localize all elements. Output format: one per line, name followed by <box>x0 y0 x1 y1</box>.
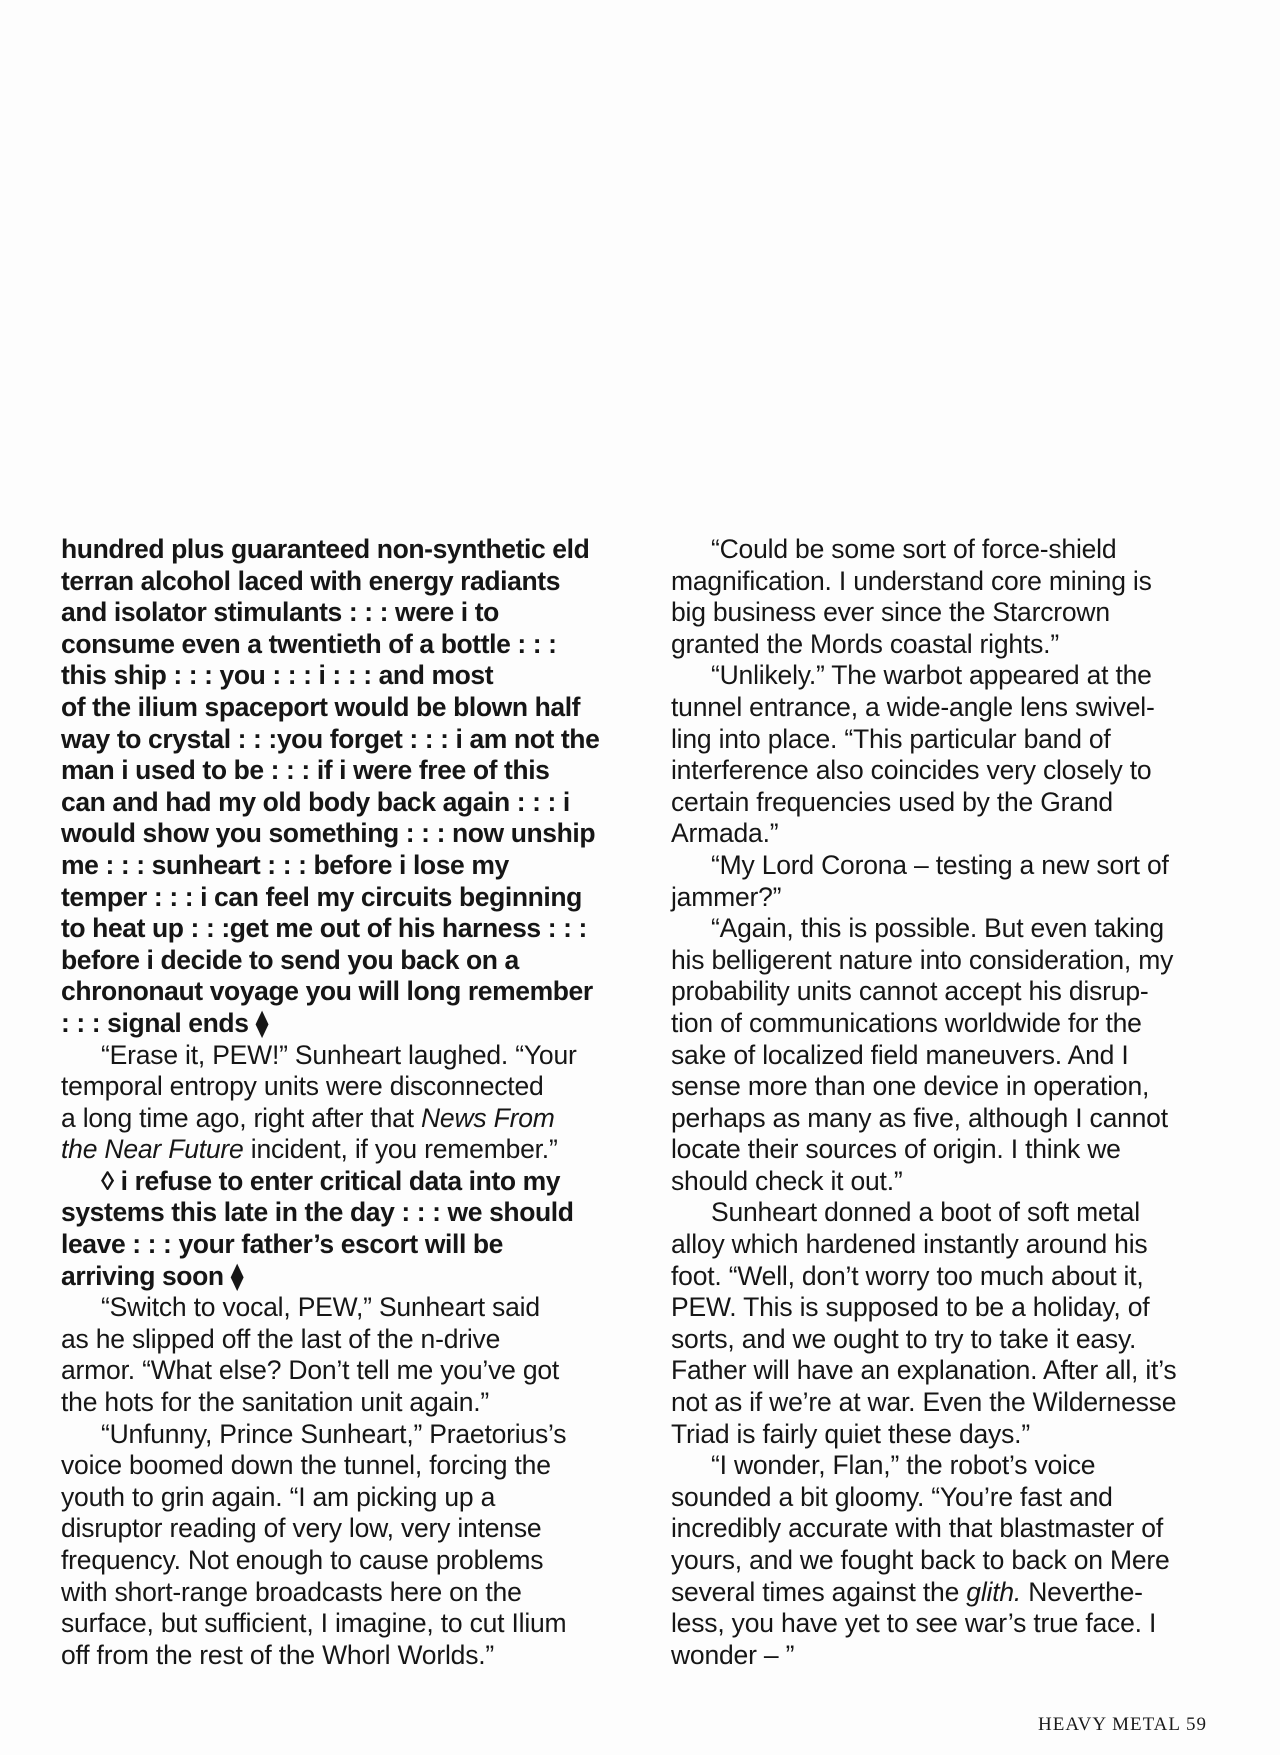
right-text-column <box>671 534 1231 1671</box>
line-text: off from the rest of the Whorl Worlds.” <box>61 1639 495 1670</box>
line-text: “Unlikely.” The warbot appeared at the <box>711 660 1152 691</box>
text-line <box>671 660 1231 692</box>
text-line <box>671 1071 1231 1103</box>
text-line <box>671 850 1231 882</box>
line-text: sorts, and we ought to try to take it easy. <box>671 1323 1137 1354</box>
text-line <box>671 1545 1231 1577</box>
line-text: less, you have yet to see war’s true face. I <box>671 1608 1157 1639</box>
text-line <box>671 976 1231 1008</box>
text-line <box>671 1103 1231 1135</box>
text-line <box>61 1545 661 1577</box>
text-line <box>61 882 661 914</box>
line-text: jammer?” <box>671 881 782 912</box>
line-text: disruptor reading of very low, very intense <box>61 1513 542 1544</box>
line-text: Sunheart donned a boot of soft metal <box>711 1197 1140 1228</box>
line-text: sake of localized field maneuvers. And I <box>671 1039 1129 1070</box>
line-text: not as if we’re at war. Even the Wildernesse <box>671 1387 1177 1418</box>
line-text: PEW. This is supposed to be a holiday, of <box>671 1292 1150 1323</box>
text-line <box>671 1419 1231 1451</box>
text-line <box>671 1640 1231 1672</box>
text-line <box>61 755 661 787</box>
text-line <box>671 913 1231 945</box>
line-text: foot. “Well, don’t worry too much about it, <box>671 1260 1144 1291</box>
line-text: interference also coincides very closely to <box>671 755 1152 786</box>
line-text: arriving soon ⧫ <box>61 1260 244 1291</box>
line-text: surface, but sufficient, I imagine, to cut Ilium <box>61 1608 567 1639</box>
text-line <box>61 1513 661 1545</box>
text-line <box>61 1292 661 1324</box>
text-line <box>671 1577 1231 1609</box>
line-text: “Erase it, PEW!” Sunheart laughed. “Your <box>101 1039 577 1070</box>
line-text: a long time ago, right after that <box>61 1102 421 1133</box>
line-text: with short-range broadcasts here on the <box>61 1576 522 1607</box>
line-text: temporal entropy units were disconnected <box>61 1071 544 1102</box>
line-text: youth to grin again. “I am picking up a <box>61 1481 496 1512</box>
text-line <box>671 818 1231 850</box>
line-text: tion of communications worldwide for the <box>671 1007 1142 1038</box>
line-text: terran alcohol laced with energy radiants <box>61 565 561 596</box>
line-text: hundred plus guaranteed non-synthetic eld <box>61 534 590 564</box>
text-line <box>61 1450 661 1482</box>
line-text: alloy which hardened instantly around his <box>671 1229 1148 1260</box>
text-line <box>671 1608 1231 1640</box>
text-line <box>61 1640 661 1672</box>
text-line <box>61 724 661 756</box>
text-line <box>671 1450 1231 1482</box>
text-line <box>61 629 661 661</box>
italic-text: glith. <box>966 1576 1022 1607</box>
line-text: “Unfunny, Prince Sunheart,” Praetorius’s <box>101 1418 567 1449</box>
text-line <box>671 1292 1231 1324</box>
text-line <box>671 1229 1231 1261</box>
text-line <box>671 692 1231 724</box>
text-line <box>671 1324 1231 1356</box>
text-line <box>671 1261 1231 1293</box>
text-line <box>61 1197 661 1229</box>
text-line <box>61 976 661 1008</box>
line-text: ◊ i refuse to enter critical data into my <box>101 1165 561 1196</box>
text-line <box>61 1071 661 1103</box>
text-line <box>671 1008 1231 1040</box>
text-line <box>671 945 1231 977</box>
text-line <box>61 1419 661 1451</box>
text-line <box>61 1008 661 1040</box>
text-line <box>671 1040 1231 1072</box>
line-text: sounded a bit gloomy. “You’re fast and <box>671 1481 1113 1512</box>
text-line <box>61 913 661 945</box>
text-line <box>61 787 661 819</box>
text-line <box>671 787 1231 819</box>
line-text: wonder – ” <box>671 1639 795 1670</box>
text-line <box>671 566 1231 598</box>
text-line <box>671 1355 1231 1387</box>
text-line <box>671 755 1231 787</box>
line-text: way to crystal : : :you forget : : : i am not the <box>61 723 600 754</box>
line-text: locate their sources of origin. I think we <box>671 1134 1121 1165</box>
line-text: before i decide to send you back on a <box>61 944 519 975</box>
line-text: as he slipped off the last of the n-drive <box>61 1323 501 1354</box>
text-line <box>61 1608 661 1640</box>
line-text: consume even a twentieth of a bottle : : : <box>61 628 557 659</box>
line-text: granted the Mords coastal rights.” <box>671 628 1059 659</box>
line-text: leave : : : your father’s escort will be <box>61 1229 504 1260</box>
italic-text: the Near Future <box>61 1134 244 1165</box>
line-text: several times against the <box>671 1576 967 1607</box>
line-text: me : : : sunheart : : : before i lose my <box>61 849 509 880</box>
line-text-tail: incident, if you remember.” <box>243 1134 558 1165</box>
line-text: the hots for the sanitation unit again.” <box>61 1387 490 1418</box>
text-line <box>61 945 661 977</box>
line-text: should check it out.” <box>671 1165 903 1196</box>
text-line <box>61 1166 661 1198</box>
text-line <box>61 1387 661 1419</box>
text-line <box>61 566 661 598</box>
text-line <box>671 1513 1231 1545</box>
text-line <box>61 1103 661 1135</box>
page-footer: HEAVY METAL 59 <box>1038 1714 1208 1735</box>
line-text: tunnel entrance, a wide-angle lens swivel- <box>671 691 1155 722</box>
text-line <box>61 1482 661 1514</box>
text-line <box>61 1229 661 1261</box>
line-text: incredibly accurate with that blastmaster of <box>671 1513 1163 1544</box>
line-text: ling into place. “This particular band of <box>671 723 1111 754</box>
text-line <box>671 534 1231 566</box>
line-text: Armada.” <box>671 818 779 849</box>
text-line <box>671 1166 1231 1198</box>
text-line <box>61 1324 661 1356</box>
line-text: chrononaut voyage you will long remember <box>61 976 593 1007</box>
text-line <box>671 629 1231 661</box>
line-text: systems this late in the day : : : we should <box>61 1197 574 1228</box>
line-text: armor. “What else? Don’t tell me you’ve got <box>61 1355 560 1386</box>
text-line <box>671 1134 1231 1166</box>
text-line <box>61 1040 661 1072</box>
line-text: : : : signal ends ⧫ <box>61 1007 269 1038</box>
line-text-tail: Neverthe- <box>1021 1576 1143 1607</box>
text-line <box>671 597 1231 629</box>
line-text: yours, and we fought back to back on Mere <box>671 1545 1170 1575</box>
text-line <box>671 724 1231 756</box>
line-text: to heat up : : :get me out of his harness : : : <box>61 913 587 944</box>
text-line <box>61 660 661 692</box>
text-line <box>671 1482 1231 1514</box>
text-line <box>61 850 661 882</box>
line-text: “Could be some sort of force-shield <box>711 534 1117 564</box>
italic-text: News From <box>421 1102 555 1133</box>
line-text: probability units cannot accept his disrup- <box>671 976 1149 1007</box>
line-text: Triad is fairly quiet these days.” <box>671 1418 1030 1449</box>
text-line <box>61 1261 661 1293</box>
line-text: voice boomed down the tunnel, forcing the <box>61 1450 551 1481</box>
line-text: sense more than one device in operation, <box>671 1071 1150 1102</box>
line-text: big business ever since the Starcrown <box>671 597 1110 628</box>
text-line <box>61 692 661 724</box>
line-text: “Switch to vocal, PEW,” Sunheart said <box>101 1292 540 1323</box>
text-line <box>671 1387 1231 1419</box>
line-text: magnification. I understand core mining is <box>671 565 1152 596</box>
line-text: “Again, this is possible. But even taking <box>711 913 1164 944</box>
text-line <box>61 534 661 566</box>
line-text: temper : : : i can feel my circuits beginning <box>61 881 582 912</box>
text-line <box>61 1355 661 1387</box>
text-line <box>61 1134 661 1166</box>
line-text: frequency. Not enough to cause problems <box>61 1545 544 1575</box>
line-text: “My Lord Corona – testing a new sort of <box>711 849 1169 880</box>
line-text: Father will have an explanation. After all, it’s <box>671 1355 1177 1386</box>
text-line <box>671 1197 1231 1229</box>
line-text: of the ilium spaceport would be blown half <box>61 691 581 722</box>
line-text: would show you something : : : now unship <box>61 818 596 849</box>
line-text: “I wonder, Flan,” the robot’s voice <box>711 1450 1096 1481</box>
text-line <box>61 1577 661 1609</box>
line-text: man i used to be : : : if i were free of this <box>61 755 550 786</box>
line-text: and isolator stimulants : : : were i to <box>61 597 499 628</box>
text-line <box>61 818 661 850</box>
left-text-column <box>61 534 661 1671</box>
text-line <box>61 597 661 629</box>
text-line <box>671 882 1231 914</box>
line-text: his belligerent nature into consideration, my <box>671 944 1174 975</box>
line-text: can and had my old body back again : : : i <box>61 786 570 817</box>
line-text: perhaps as many as five, although I cannot <box>671 1102 1168 1133</box>
line-text: certain frequencies used by the Grand <box>671 786 1113 817</box>
line-text: this ship : : : you : : : i : : : and most <box>61 660 494 691</box>
